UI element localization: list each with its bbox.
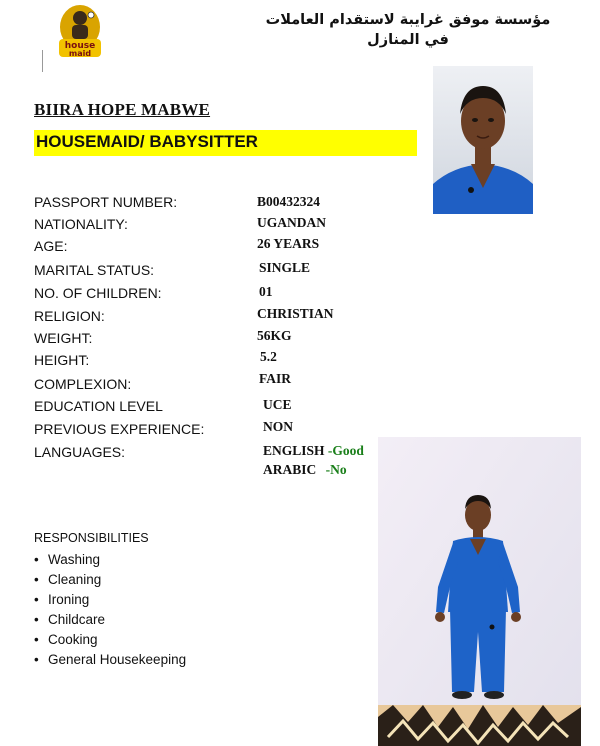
language-name: ENGLISH [263,443,325,458]
detail-label: NO. OF CHILDREN: [34,285,162,301]
detail-value: SINGLE [259,260,311,275]
detail-label: COMPLEXION: [34,376,132,392]
portrait-photo [433,66,533,214]
detail-label: PASSPORT NUMBER: [34,194,178,210]
full-body-photo [378,437,581,746]
language-level: -No [325,462,347,477]
detail-value: B00432324 [257,194,321,209]
responsibility-item: • Ironing [34,590,186,610]
agency-name: مؤسسة موفق غرايبة لاستقدام العاملات في المنازل [265,12,551,48]
candidate-name: BIIRA HOPE MABWE [34,100,211,119]
language-level: -Good [327,443,364,458]
language-entry [263,443,364,459]
detail-value: UGANDAN [257,215,326,230]
detail-label: NATIONALITY: [34,216,128,232]
detail-value: FAIR [259,371,291,386]
responsibility-item: • Childcare [34,610,186,630]
language-name: ARABIC [263,462,317,477]
detail-label: EDUCATION LEVEL [34,398,163,414]
detail-label: AGE: [34,238,68,254]
detail-value: UCE [263,397,292,412]
logo-divider [42,50,43,72]
detail-label: RELIGION: [34,308,105,324]
detail-label: MARITAL STATUS: [34,262,155,278]
detail-value: 26 YEARS [257,236,320,251]
detail-label: LANGUAGES: [34,444,126,460]
company-logo [55,5,105,59]
responsibility-item: • Washing [34,550,186,570]
detail-value: 5.2 [260,349,277,364]
language-entry [263,462,347,478]
detail-label: HEIGHT: [34,352,90,368]
detail-value: NON [263,419,293,434]
detail-value: 56KG [257,328,292,343]
svg-text:house: house [64,41,96,51]
candidate-role: HOUSEMAID/ BABYSITTER [36,132,258,151]
detail-value: CHRISTIAN [257,306,334,321]
svg-text:maid: maid [68,49,92,58]
responsibility-item: • Cooking [34,630,186,650]
responsibility-item: • Cleaning [34,570,186,590]
responsibility-item: • General Housekeeping [34,650,186,670]
responsibilities-title: RESPONSIBILITIES [34,531,149,545]
detail-label: WEIGHT: [34,330,93,346]
detail-value: 01 [259,284,273,299]
responsibilities-list [34,550,186,670]
detail-label: PREVIOUS EXPERIENCE: [34,421,205,437]
